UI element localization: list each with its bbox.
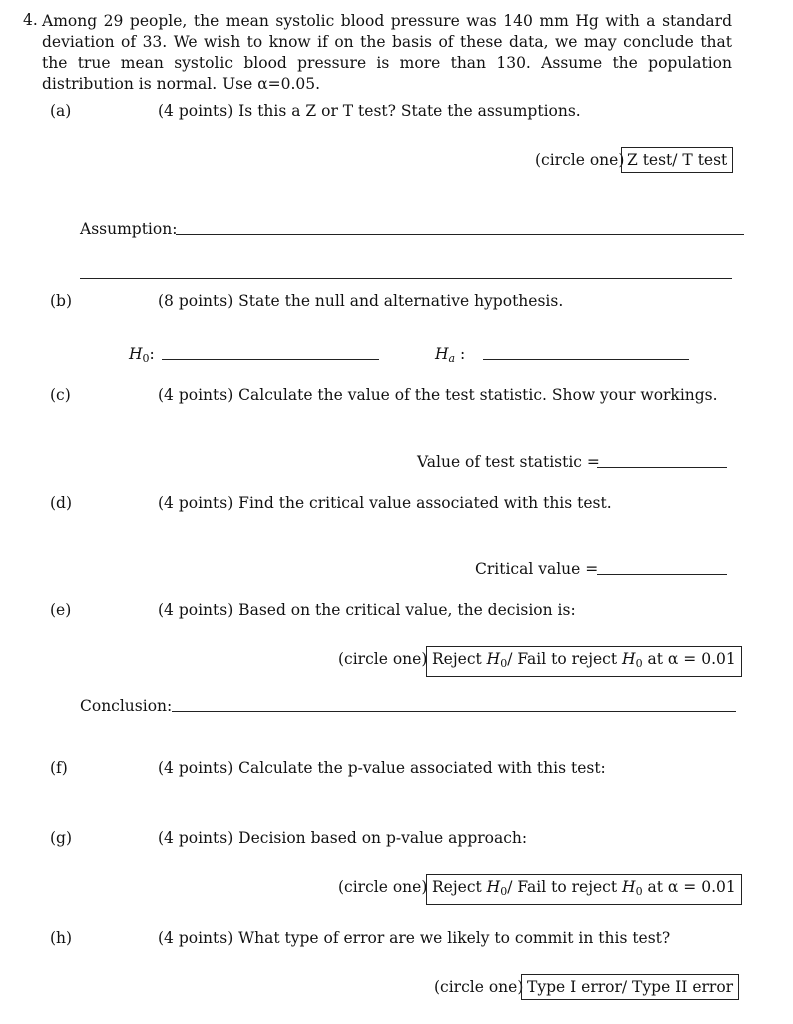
part-f-text: (4 points) Calculate the p-value associated with this test: — [158, 759, 606, 777]
assumption-line-1[interactable] — [176, 234, 744, 235]
part-h-label: (h) — [50, 929, 73, 947]
part-g-text: (4 points) Decision based on p-value approach: — [158, 829, 528, 847]
critical-value-label: Critical value = — [475, 560, 599, 578]
part-b-text: (8 points) State the null and alternative hypothesis. — [158, 292, 564, 310]
assumption-label: Assumption: — [80, 220, 178, 238]
fail-option: / Fail to reject — [507, 650, 618, 668]
part-b-label: (b) — [50, 292, 73, 310]
critical-value-line[interactable] — [597, 574, 727, 575]
ha-label: $H_a$ : — [435, 345, 466, 365]
reject-option: Reject — [432, 878, 482, 896]
conclusion-line[interactable] — [172, 711, 736, 712]
test-statistic-line[interactable] — [597, 467, 727, 468]
reject-option: Reject — [432, 650, 482, 668]
part-e-options-box[interactable]: Reject $H_0/$ Fail to reject $H_0$ at α = 0.01 — [426, 646, 742, 677]
part-d-text: (4 points) Find the critical value associated with this test. — [158, 494, 612, 512]
ha-answer-line[interactable] — [483, 359, 689, 360]
part-e-circle-prefix: (circle one) — [338, 650, 428, 668]
part-a-label: (a) — [50, 102, 72, 120]
conclusion-label: Conclusion: — [80, 697, 173, 715]
part-e-text: (4 points) Based on the critical value, the decision is: — [158, 601, 576, 619]
part-h-options: Type I error/ Type II error — [527, 978, 734, 996]
question-number: 4. — [23, 11, 38, 29]
part-e-label: (e) — [50, 601, 72, 619]
part-c-label: (c) — [50, 386, 71, 404]
part-f-label: (f) — [50, 759, 68, 777]
part-g-circle-prefix: (circle one) — [338, 878, 428, 896]
fail-option: / Fail to reject — [507, 878, 618, 896]
part-h-circle-prefix: (circle one) — [434, 978, 524, 996]
part-a-circle-prefix: (circle one) — [535, 151, 625, 169]
part-d-label: (d) — [50, 494, 73, 512]
assumption-line-2[interactable] — [80, 278, 732, 279]
part-a-options: Z test/ T test — [627, 151, 728, 169]
h0-label: $H_0$: — [129, 345, 155, 365]
part-g-options-box[interactable]: Reject $H_0/$ Fail to reject $H_0$ at α = 0.01 — [426, 874, 742, 905]
test-statistic-label: Value of test statistic = — [417, 453, 600, 471]
part-c-text: (4 points) Calculate the value of the test statistic. Show your workings. — [158, 386, 718, 404]
part-a-text: (4 points) Is this a Z or T test? State the assumptions. — [158, 102, 581, 120]
part-a-options-box[interactable] — [621, 147, 733, 173]
part-h-text: (4 points) What type of error are we likely to commit in this test? — [158, 929, 671, 947]
part-g-label: (g) — [50, 829, 73, 847]
part-h-options-box[interactable] — [521, 974, 739, 1000]
alpha-text: at α = 0.01 — [647, 650, 736, 668]
question-text: Among 29 people, the mean systolic blood pressure was 140 mm Hg with a standard deviation of 33. We wish to know if on the basis of these data, we may conclude that the true mean systolic blood pressure is more than 130. Assume the population distribution is normal. Use α=0.05. — [42, 12, 732, 93]
alpha-text: at α = 0.01 — [647, 878, 736, 896]
h0-answer-line[interactable] — [162, 359, 379, 360]
